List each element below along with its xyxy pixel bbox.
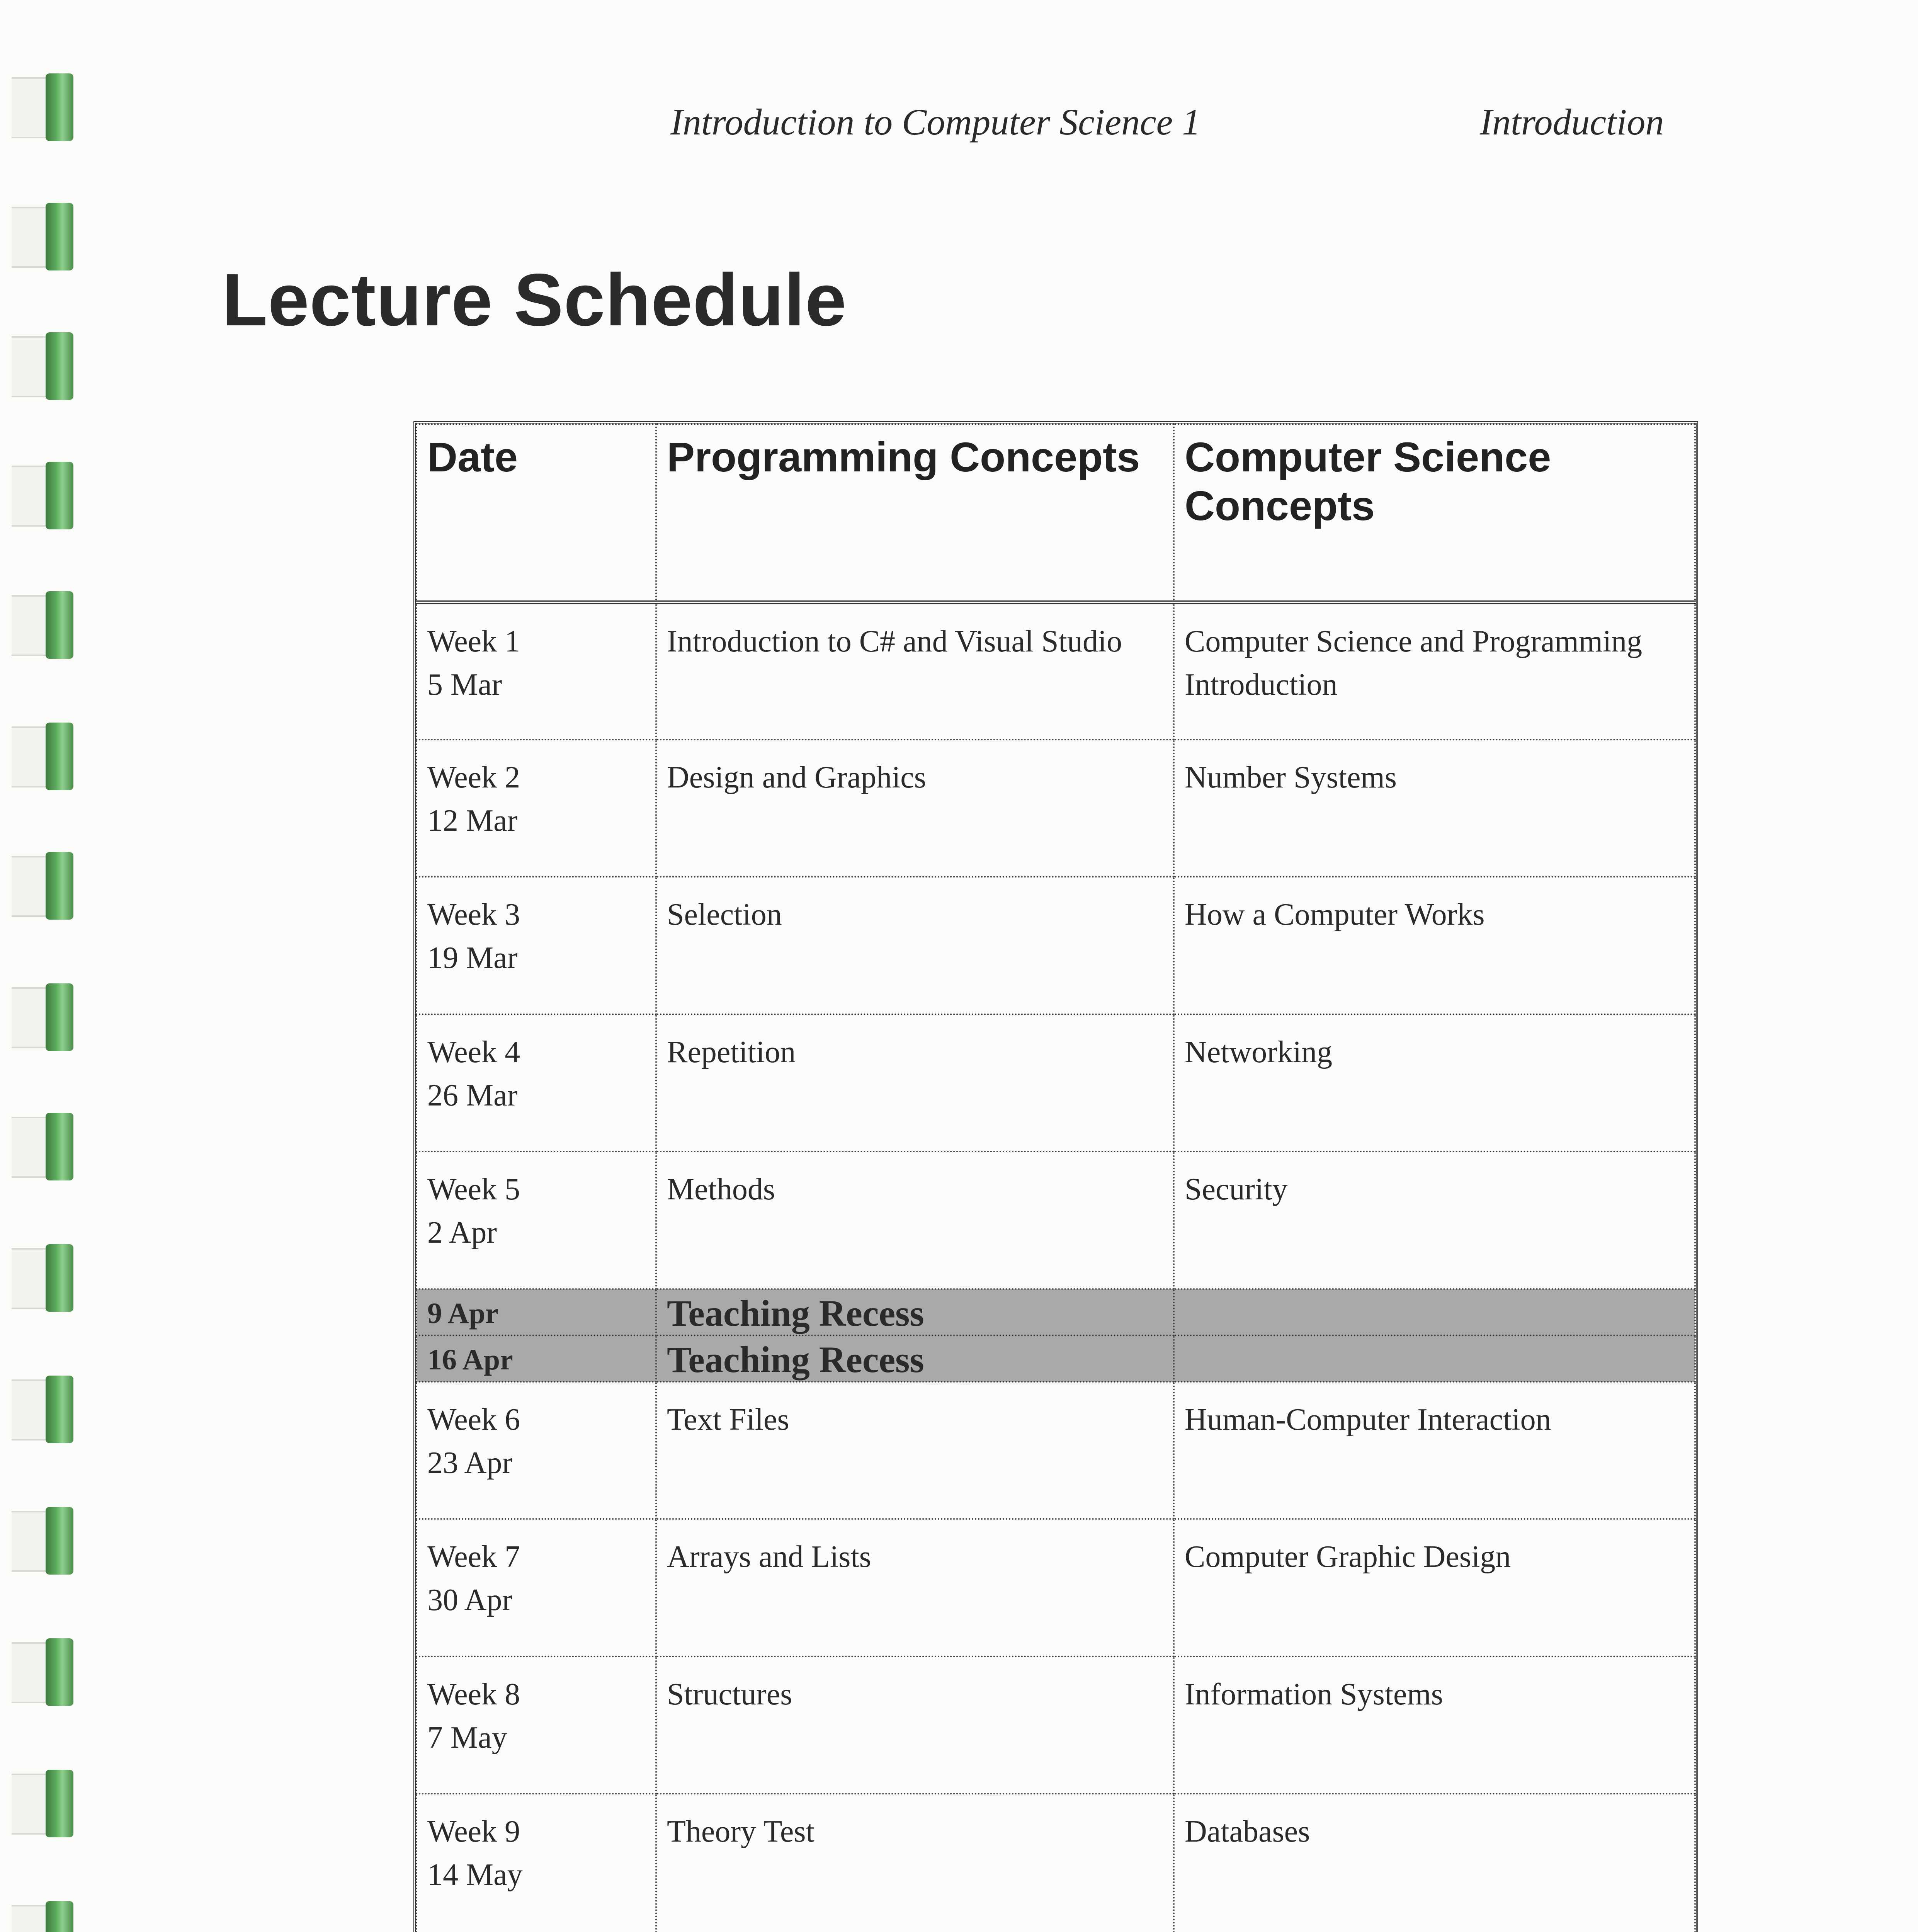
date-cell bbox=[417, 877, 656, 1014]
recess-label: Teaching Recess bbox=[656, 1289, 1174, 1335]
week-date: 19 Mar bbox=[427, 941, 518, 975]
binding-ring bbox=[12, 1638, 70, 1706]
table-row bbox=[417, 1382, 1695, 1519]
recess-row bbox=[417, 1289, 1695, 1335]
table-row bbox=[417, 1151, 1695, 1289]
recess-date: 16 Apr bbox=[417, 1335, 656, 1382]
cs-cell: Number Systems bbox=[1174, 740, 1695, 877]
binding-ring bbox=[12, 1507, 70, 1575]
binding-ring bbox=[12, 1113, 70, 1180]
date-cell bbox=[417, 1014, 656, 1151]
programming-cell: Repetition bbox=[656, 1014, 1174, 1151]
column-header-cs: Computer Science Concepts bbox=[1174, 424, 1695, 602]
table-row bbox=[417, 1656, 1695, 1794]
recess-empty-cell bbox=[1174, 1289, 1695, 1335]
recess-label: Teaching Recess bbox=[656, 1335, 1174, 1382]
column-header-programming: Programming Concepts bbox=[656, 424, 1174, 602]
binding-ring bbox=[12, 723, 70, 790]
date-cell bbox=[417, 1382, 656, 1519]
programming-cell: Text Files bbox=[656, 1382, 1174, 1519]
programming-cell: Structures bbox=[656, 1656, 1174, 1794]
date-cell bbox=[417, 1151, 656, 1289]
date-cell bbox=[417, 1794, 656, 1932]
binding-ring bbox=[12, 983, 70, 1051]
running-head-section: Introduction bbox=[1480, 101, 1664, 143]
table-row bbox=[417, 1014, 1695, 1151]
page-title: Lecture Schedule bbox=[222, 258, 847, 341]
programming-cell: Introduction to C# and Visual Studio bbox=[656, 602, 1174, 740]
date-cell bbox=[417, 740, 656, 877]
date-cell bbox=[417, 1519, 656, 1656]
cs-cell: Human-Computer Interaction bbox=[1174, 1382, 1695, 1519]
binding-ring bbox=[12, 203, 70, 270]
week-label: Week 4 bbox=[427, 1035, 520, 1069]
week-date: 7 May bbox=[427, 1720, 507, 1755]
cs-cell: Security bbox=[1174, 1151, 1695, 1289]
cs-cell: Computer Science and Programming Introduction bbox=[1174, 602, 1695, 740]
table-row bbox=[417, 877, 1695, 1014]
week-date: 14 May bbox=[427, 1858, 523, 1892]
recess-empty-cell bbox=[1174, 1335, 1695, 1382]
cs-cell: Information Systems bbox=[1174, 1656, 1695, 1794]
binding-ring bbox=[12, 462, 70, 529]
week-label: Week 1 bbox=[427, 624, 520, 658]
cs-cell: Networking bbox=[1174, 1014, 1695, 1151]
cs-cell: Databases bbox=[1174, 1794, 1695, 1932]
programming-cell: Selection bbox=[656, 877, 1174, 1014]
table-row bbox=[417, 740, 1695, 877]
week-label: Week 6 bbox=[427, 1402, 520, 1437]
programming-cell: Methods bbox=[656, 1151, 1174, 1289]
lecture-schedule-table bbox=[413, 421, 1698, 1932]
binding-ring bbox=[12, 1244, 70, 1312]
running-head-title: Introduction to Computer Science 1 bbox=[670, 101, 1201, 143]
binding-ring bbox=[12, 852, 70, 920]
programming-cell: Theory Test bbox=[656, 1794, 1174, 1932]
table-row bbox=[417, 1519, 1695, 1656]
binding-ring bbox=[12, 1376, 70, 1443]
week-date: 26 Mar bbox=[427, 1078, 518, 1112]
table-row bbox=[417, 602, 1695, 740]
week-label: Week 5 bbox=[427, 1172, 520, 1207]
binding-ring bbox=[12, 332, 70, 400]
week-label: Week 8 bbox=[427, 1677, 520, 1711]
programming-cell: Arrays and Lists bbox=[656, 1519, 1174, 1656]
week-label: Week 9 bbox=[427, 1815, 520, 1849]
recess-row bbox=[417, 1335, 1695, 1382]
week-date: 2 Apr bbox=[427, 1216, 497, 1250]
week-label: Week 3 bbox=[427, 898, 520, 932]
week-date: 30 Apr bbox=[427, 1583, 512, 1617]
week-date: 5 Mar bbox=[427, 667, 502, 702]
week-label: Week 7 bbox=[427, 1540, 520, 1574]
binding-ring bbox=[12, 1901, 70, 1932]
table-header-row bbox=[417, 424, 1695, 602]
cs-cell: Computer Graphic Design bbox=[1174, 1519, 1695, 1656]
cs-cell: How a Computer Works bbox=[1174, 877, 1695, 1014]
date-cell bbox=[417, 602, 656, 740]
recess-date: 9 Apr bbox=[417, 1289, 656, 1335]
week-date: 23 Apr bbox=[427, 1446, 512, 1480]
binding-ring bbox=[12, 1770, 70, 1837]
week-date: 12 Mar bbox=[427, 803, 518, 838]
spiral-binding bbox=[0, 0, 70, 1932]
programming-cell: Design and Graphics bbox=[656, 740, 1174, 877]
binding-ring bbox=[12, 73, 70, 141]
date-cell bbox=[417, 1656, 656, 1794]
table-row bbox=[417, 1794, 1695, 1932]
column-header-date: Date bbox=[417, 424, 656, 602]
week-label: Week 2 bbox=[427, 760, 520, 794]
binding-ring bbox=[12, 591, 70, 659]
